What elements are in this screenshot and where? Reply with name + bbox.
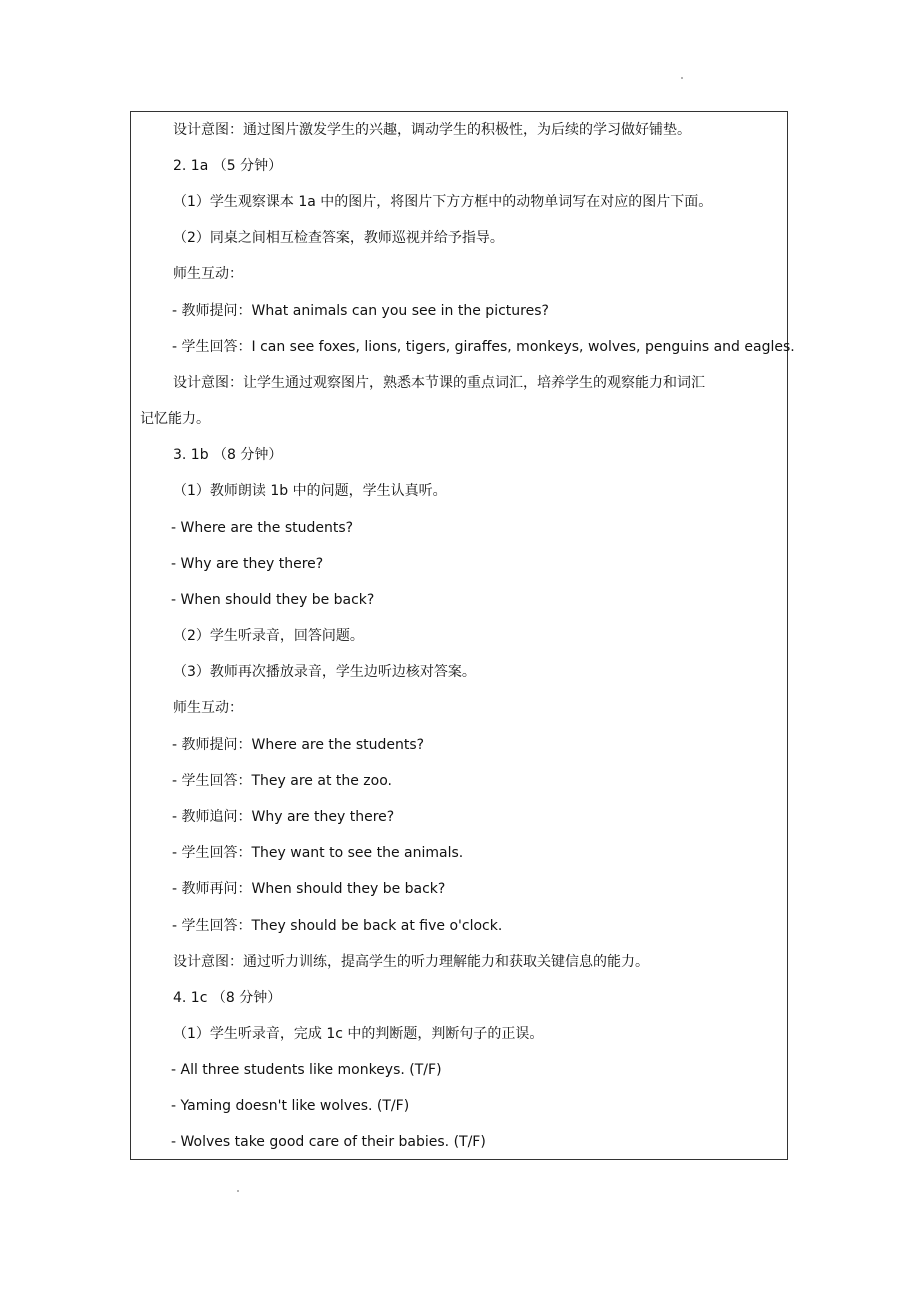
interaction-heading: 师生互动：: [173, 266, 243, 282]
student-answer: - 学生回答：They should be back at five o'clock.: [172, 918, 503, 934]
step-1a-task-2: （2）同桌之间相互检查答案，教师巡视并给予指导。: [173, 230, 504, 246]
step-1c-heading: 4. 1c （8 分钟）: [173, 990, 282, 1006]
step-1c-task-1: （1）学生听录音，完成 1c 中的判断题，判断句子的正误。: [173, 1026, 544, 1042]
true-false-item: - All three students like monkeys. (T/F): [171, 1062, 442, 1078]
page-mark-dot: [681, 77, 683, 79]
teacher-question: - 教师再问：When should they be back?: [172, 881, 446, 897]
design-intent-line: 设计意图：通过听力训练，提高学生的听力理解能力和获取关键信息的能力。: [173, 954, 649, 970]
question-item: - Where are the students?: [171, 520, 354, 536]
step-1b-task-3: （3）教师再次播放录音，学生边听边核对答案。: [173, 664, 476, 680]
step-1b-task-1: （1）教师朗读 1b 中的问题，学生认真听。: [173, 483, 447, 499]
teacher-question: - 教师追问：Why are they there?: [172, 809, 395, 825]
question-item: - When should they be back?: [171, 592, 375, 608]
true-false-item: - Wolves take good care of their babies. (T/F): [171, 1134, 486, 1150]
interaction-heading: 师生互动：: [173, 700, 243, 716]
student-answer: - 学生回答：They want to see the animals.: [172, 845, 464, 861]
student-answer: - 学生回答：They are at the zoo.: [172, 773, 392, 789]
question-item: - Why are they there?: [171, 556, 324, 572]
student-answer: - 学生回答：I can see foxes, lions, tigers, giraffes, monkeys, wolves, penguins and eagles.: [172, 339, 795, 355]
design-intent-line: 设计意图：通过图片激发学生的兴趣，调动学生的积极性，为后续的学习做好铺垫。: [173, 122, 691, 138]
step-1b-heading: 3. 1b （8 分钟）: [173, 447, 283, 463]
true-false-item: - Yaming doesn't like wolves. (T/F): [171, 1098, 410, 1114]
teacher-question: - 教师提问：What animals can you see in the pictures?: [172, 303, 549, 319]
step-1a-heading: 2. 1a （5 分钟）: [173, 158, 283, 174]
design-intent-line: 设计意图：让学生通过观察图片，熟悉本节课的重点词汇，培养学生的观察能力和词汇: [173, 375, 705, 391]
step-1b-task-2: （2）学生听录音，回答问题。: [173, 628, 364, 644]
page-mark-dot: [237, 1190, 239, 1192]
step-1a-task-1: （1）学生观察课本 1a 中的图片，将图片下方方框中的动物单词写在对应的图片下面。: [173, 194, 713, 210]
teacher-question: - 教师提问：Where are the students?: [172, 737, 425, 753]
design-intent-line-cont: 记忆能力。: [140, 411, 210, 427]
